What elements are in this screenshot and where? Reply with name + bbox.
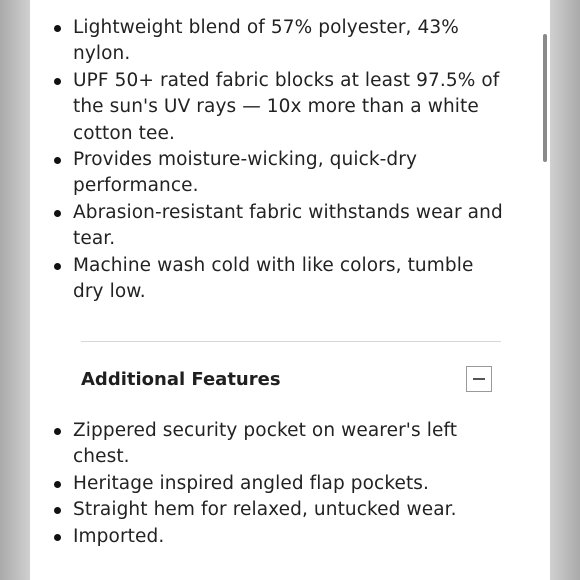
list-item xyxy=(73,200,503,253)
list-item-text: UPF 50+ rated fabric blocks at least 97.5% of the sun's UV rays — 10x more than a white cotton tee. xyxy=(73,69,500,144)
background-left-edge xyxy=(0,0,30,580)
list-item xyxy=(73,524,503,550)
bullet-icon xyxy=(54,263,61,270)
list-item xyxy=(73,418,503,471)
bullet-icon xyxy=(54,210,61,217)
list-item-text: Lightweight blend of 57% polyester, 43% nylon. xyxy=(73,17,459,65)
bullet-icon xyxy=(54,534,61,541)
list-item xyxy=(73,253,503,306)
list-item-text: Heritage inspired angled flap pockets. xyxy=(73,472,430,494)
list-item-text: Abrasion-resistant fabric withstands wear and tear. xyxy=(73,201,503,250)
collapse-section-button[interactable] xyxy=(466,366,492,392)
bullet-icon xyxy=(54,25,61,32)
bullet-icon xyxy=(54,428,61,435)
list-item-text: Imported. xyxy=(73,525,165,547)
list-item xyxy=(73,497,503,523)
section-divider xyxy=(81,341,501,342)
section-title-additional-features[interactable]: Additional Features xyxy=(81,369,281,390)
list-item xyxy=(73,68,503,147)
list-item-text: Provides moisture-wicking, quick-dry performance. xyxy=(73,149,418,197)
bullet-icon xyxy=(54,157,61,164)
list-item xyxy=(73,15,503,68)
list-item-text: Zippered security pocket on wearer's left chest. xyxy=(73,420,458,468)
list-item xyxy=(73,147,503,200)
minus-icon xyxy=(473,378,485,380)
list-item-text: Straight hem for relaxed, untucked wear. xyxy=(73,499,457,521)
product-details-list xyxy=(73,15,503,305)
list-item xyxy=(73,471,503,497)
list-item-text: Machine wash cold with like colors, tumble dry low. xyxy=(73,254,474,303)
background-right-edge xyxy=(550,0,580,580)
scrollbar-thumb[interactable] xyxy=(543,34,547,162)
bullet-icon xyxy=(54,78,61,85)
additional-features-list xyxy=(73,418,503,550)
bullet-icon xyxy=(54,481,61,488)
